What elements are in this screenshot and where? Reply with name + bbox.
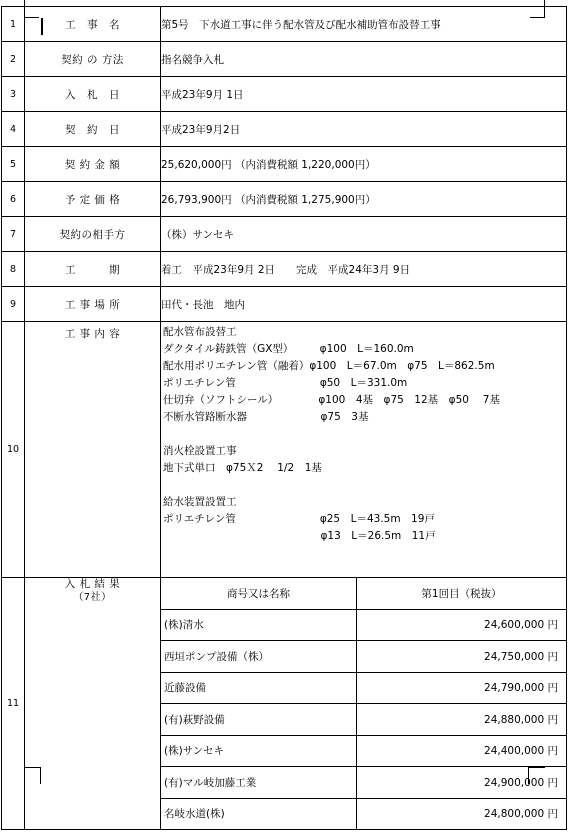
row-value: 26,793,900円 （内消費税額 1,275,900円） — [161, 182, 567, 217]
bid-amount: 24,600,000 円 — [357, 609, 567, 641]
bid-amount: 24,790,000 円 — [357, 672, 567, 704]
bidder-name: (株)清水 — [161, 609, 357, 641]
bidder-name: (有)マル岐加藤工業 — [161, 767, 357, 799]
bid-results-table — [161, 578, 566, 829]
bidder-name: 西垣ポンプ設備（株） — [161, 641, 357, 673]
row-value: （株）サンセキ — [161, 217, 567, 252]
bid-row — [161, 735, 566, 767]
bid-header-row — [161, 578, 566, 609]
row-value: 25,620,000円 （内消費税額 1,220,000円） — [161, 147, 567, 182]
row-label: 工 事 名 — [25, 7, 161, 42]
row-number: 9 — [2, 287, 25, 322]
table-row-work-content — [2, 322, 567, 578]
bid-results-cell — [161, 578, 567, 830]
row-number: 3 — [2, 77, 25, 112]
bid-amount: 24,800,000 円 — [484, 808, 558, 821]
row-number: 7 — [2, 217, 25, 252]
content-line: 仕切弁（ソフトシール） φ100 4基 φ75 12基 φ50 7基 — [163, 394, 500, 406]
table-row-bid-results — [2, 578, 567, 830]
row-number: 4 — [2, 112, 25, 147]
content-line: 配水用ポリエチレン管（融着）φ100 L＝67.0m φ75 L＝862.5m — [163, 360, 495, 372]
bid-row — [161, 641, 566, 673]
table-row — [2, 252, 567, 287]
row-label: 契約の相手方 — [25, 217, 161, 252]
row-label: 工 事 内 容 — [25, 322, 161, 578]
table-row — [2, 287, 567, 322]
row-label: 契 約 金 額 — [25, 147, 161, 182]
row-label: 工 事 場 所 — [25, 287, 161, 322]
bidder-name: (有)萩野設備 — [161, 704, 357, 736]
row-value: 田代・長池 地内 — [161, 287, 567, 322]
bid-amount: 24,880,000 円 — [357, 704, 567, 736]
content-line: ポリエチレン管 φ25 L＝43.5m 19戸 — [163, 513, 435, 525]
bid-row — [161, 798, 566, 829]
bid-amount: 24,900,000 円 — [357, 767, 567, 799]
row-number: 6 — [2, 182, 25, 217]
content-line: 給水装置設置工 — [163, 496, 237, 508]
table-row — [2, 217, 567, 252]
row-label: 入 札 日 — [25, 77, 161, 112]
row-label: 工 期 — [25, 252, 161, 287]
row-label: 予 定 価 格 — [25, 182, 161, 217]
row-number: 10 — [2, 322, 25, 578]
table-row — [2, 147, 567, 182]
bid-row — [161, 672, 566, 704]
content-line: ポリエチレン管 φ50 L＝331.0m — [163, 377, 408, 389]
content-line — [163, 477, 566, 494]
content-line: 地下式単口 φ75Ｘ2 1/2 1基 — [163, 462, 322, 474]
content-line: 配水管布設替工 — [163, 326, 237, 338]
bid-row — [161, 767, 566, 799]
table-row — [2, 112, 567, 147]
bid-label-count: （7社） — [73, 592, 112, 603]
bid-amount: 24,400,000 円 — [357, 735, 567, 767]
bid-header-name: 商号又は名称 — [161, 578, 357, 609]
row-value: 第5号 下水道工事に伴う配水管及び配水補助管布設替工事 — [161, 7, 567, 42]
content-line: ダクタイル鋳鉄管（GX型） φ100 L＝160.0m — [163, 343, 414, 355]
table-row — [2, 42, 567, 77]
row-number: 11 — [2, 578, 25, 830]
row-number: 8 — [2, 252, 25, 287]
row-value: 指名競争入札 — [161, 42, 567, 77]
work-content-cell — [161, 322, 567, 578]
table-row — [2, 77, 567, 112]
content-line: 消火栓設置工事 — [163, 445, 237, 457]
row-number: 2 — [2, 42, 25, 77]
bid-header-amount: 第1回目（税抜） — [357, 578, 567, 609]
content-line: 不断水管路断水器 φ75 3基 — [163, 411, 369, 423]
row-number: 1 — [2, 7, 25, 42]
content-line: φ13 L＝26.5m 11戸 — [163, 530, 436, 542]
work-content-lines — [163, 322, 566, 545]
row-value: 平成23年9月 1日 — [161, 77, 567, 112]
bidder-name: 名岐水道(株) — [161, 798, 357, 829]
row-label: 契 約 日 — [25, 112, 161, 147]
content-line — [163, 426, 566, 443]
table-row — [2, 7, 567, 42]
bid-row — [161, 704, 566, 736]
bid-amount: 24,750,000 円 — [357, 641, 567, 673]
bidder-name: (株)サンセキ — [161, 735, 357, 767]
row-label — [25, 578, 161, 830]
bid-label-title: 入 札 結 果 — [64, 578, 121, 590]
row-number: 5 — [2, 147, 25, 182]
row-value: 平成23年9月2日 — [161, 112, 567, 147]
contract-info-table — [1, 6, 567, 830]
bidder-name: 近藤設備 — [161, 672, 357, 704]
table-row — [2, 182, 567, 217]
row-value: 着工 平成23年9月 2日 完成 平成24年3月 9日 — [161, 252, 567, 287]
bid-row — [161, 609, 566, 641]
row-label: 契約 の 方法 — [25, 42, 161, 77]
